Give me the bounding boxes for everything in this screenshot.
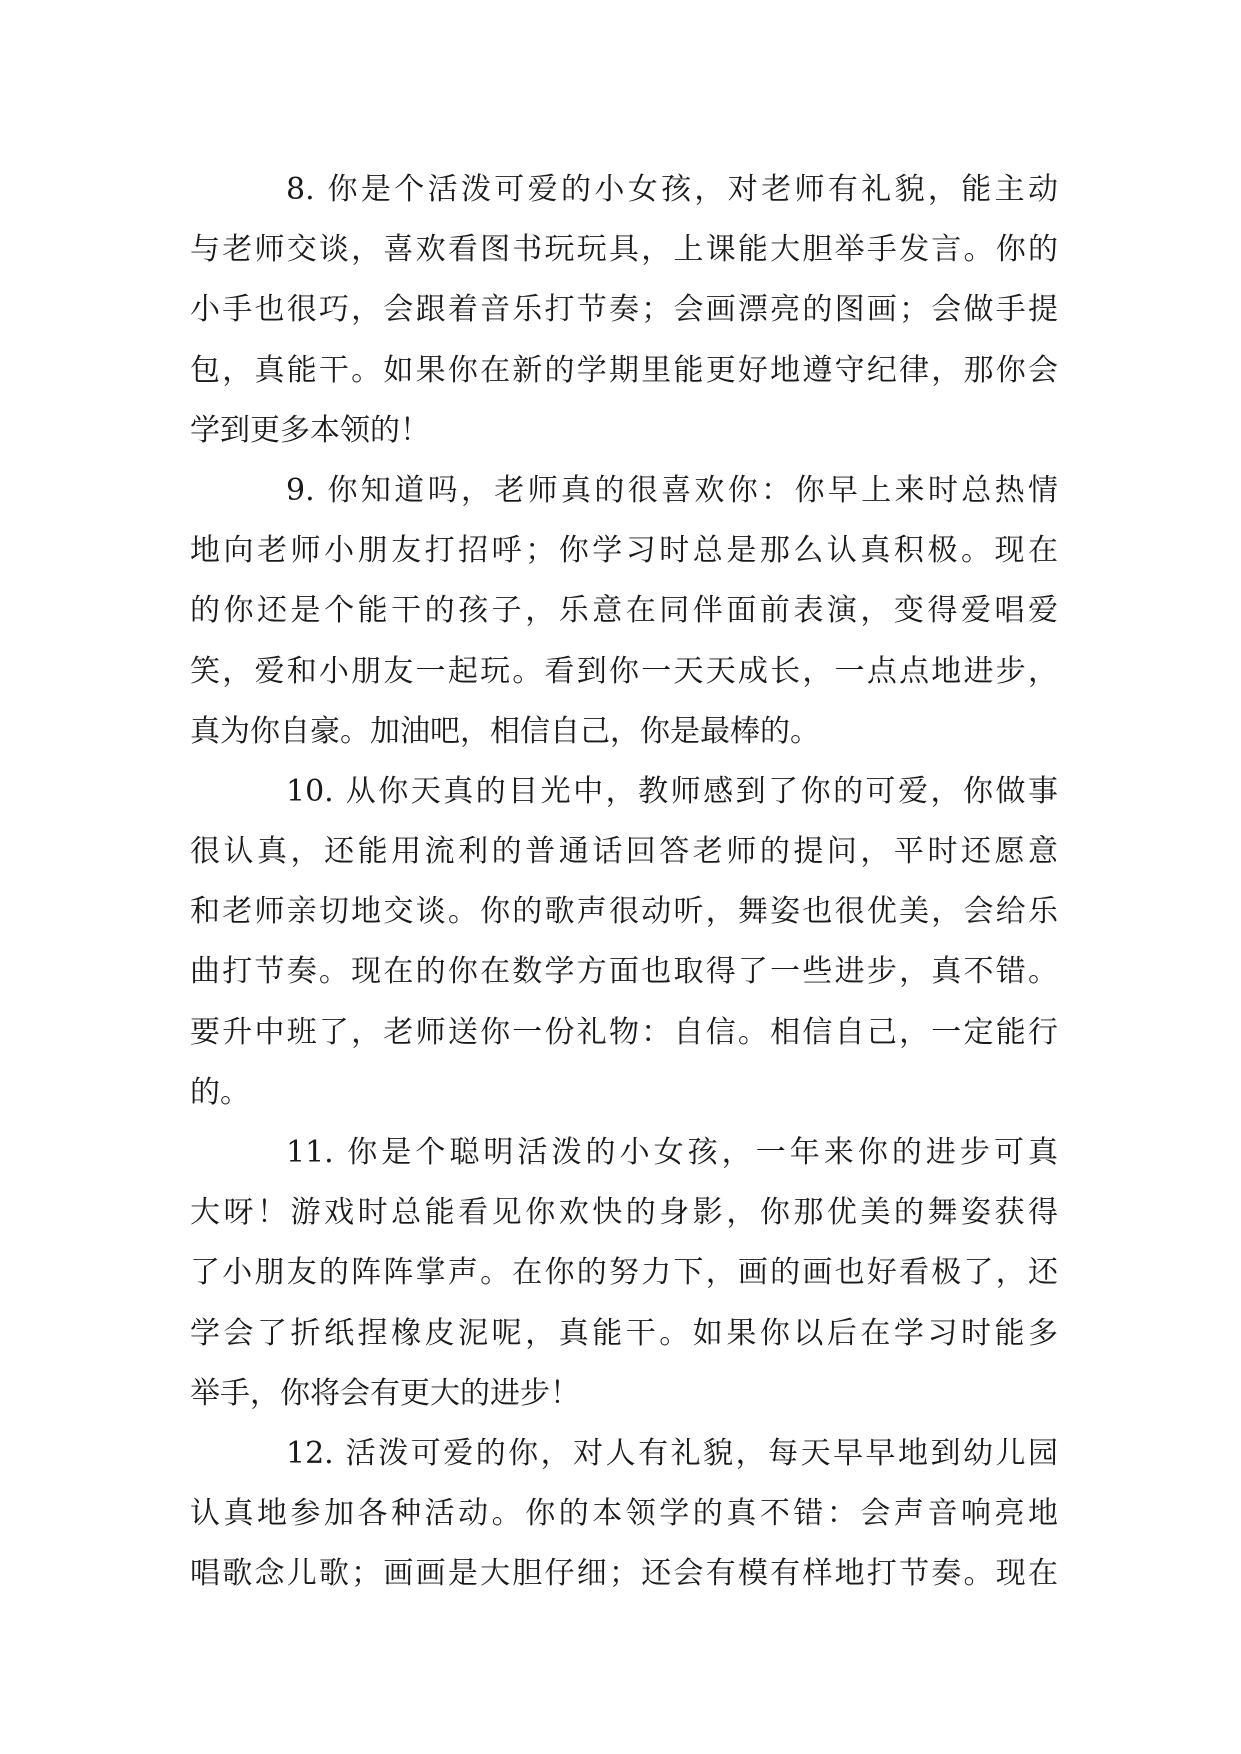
text-line: 真为你自豪。加油吧，相信自己，你是最棒的。 (190, 713, 820, 749)
text-line: 举手，你将会有更大的进步！ (190, 1375, 580, 1411)
paragraph-12 (190, 1424, 1058, 1605)
text-line: 的。 (190, 1074, 250, 1110)
text-line: 8. 你是个活泼可爱的小女孩，对老师有礼貌，能主动 (286, 172, 1058, 207)
paragraph-10 (190, 762, 1058, 1123)
text-line: 曲打节奏。现在的你在数学方面也取得了一些进步，真不错。 (190, 954, 1058, 990)
text-line: 11. 你是个聪明活泼的小女孩，一年来你的进步可真 (286, 1135, 1058, 1170)
document-body (190, 160, 1058, 1605)
text-line: 9. 你知道吗，老师真的很喜欢你：你早上来时总热情 (286, 472, 1058, 508)
text-line: 10. 从你天真的目光中，教师感到了你的可爱，你做事 (286, 773, 1058, 809)
text-line: 与老师交谈，喜欢看图书玩玩具，上课能大胆举手发言。你的 (190, 232, 1058, 268)
text-line: 学到更多本领的！ (190, 412, 430, 448)
text-line: 小手也很巧，会跟着音乐打节奏；会画漂亮的图画；会做手提 (190, 292, 1058, 328)
text-line: 学会了折纸捏橡皮泥呢，真能干。如果你以后在学习时能多 (190, 1315, 1058, 1351)
text-line: 很认真，还能用流利的普通话回答老师的提问，平时还愿意 (190, 834, 1058, 870)
text-line: 认真地参加各种活动。你的本领学的真不错：会声音响亮地 (190, 1496, 1058, 1532)
text-line: 地向老师小朋友打招呼；你学习时总是那么认真积极。现在 (190, 533, 1058, 569)
text-line: 了小朋友的阵阵掌声。在你的努力下，画的画也好看极了，还 (190, 1255, 1058, 1291)
text-line: 笑，爱和小朋友一起玩。看到你一天天成长，一点点地进步， (190, 653, 1058, 689)
text-line: 包，真能干。如果你在新的学期里能更好地遵守纪律，那你会 (190, 352, 1058, 388)
paragraph-8 (190, 160, 1058, 461)
text-line: 唱歌念儿歌；画画是大胆仔细；还会有模有样地打节奏。现在 (190, 1556, 1058, 1592)
text-line: 和老师亲切地交谈。你的歌声很动听，舞姿也很优美，会给乐 (190, 894, 1058, 930)
text-line: 要升中班了，老师送你一份礼物：自信。相信自己，一定能行 (190, 1014, 1058, 1050)
paragraph-9 (190, 461, 1058, 762)
text-line: 的你还是个能干的孩子，乐意在同伴面前表演，变得爱唱爱 (190, 593, 1058, 629)
paragraph-11 (190, 1123, 1058, 1424)
text-line: 12. 活泼可爱的你，对人有礼貌，每天早早地到幼儿园 (286, 1435, 1058, 1471)
text-line: 大呀！游戏时总能看见你欢快的身影，你那优美的舞姿获得 (190, 1195, 1058, 1231)
